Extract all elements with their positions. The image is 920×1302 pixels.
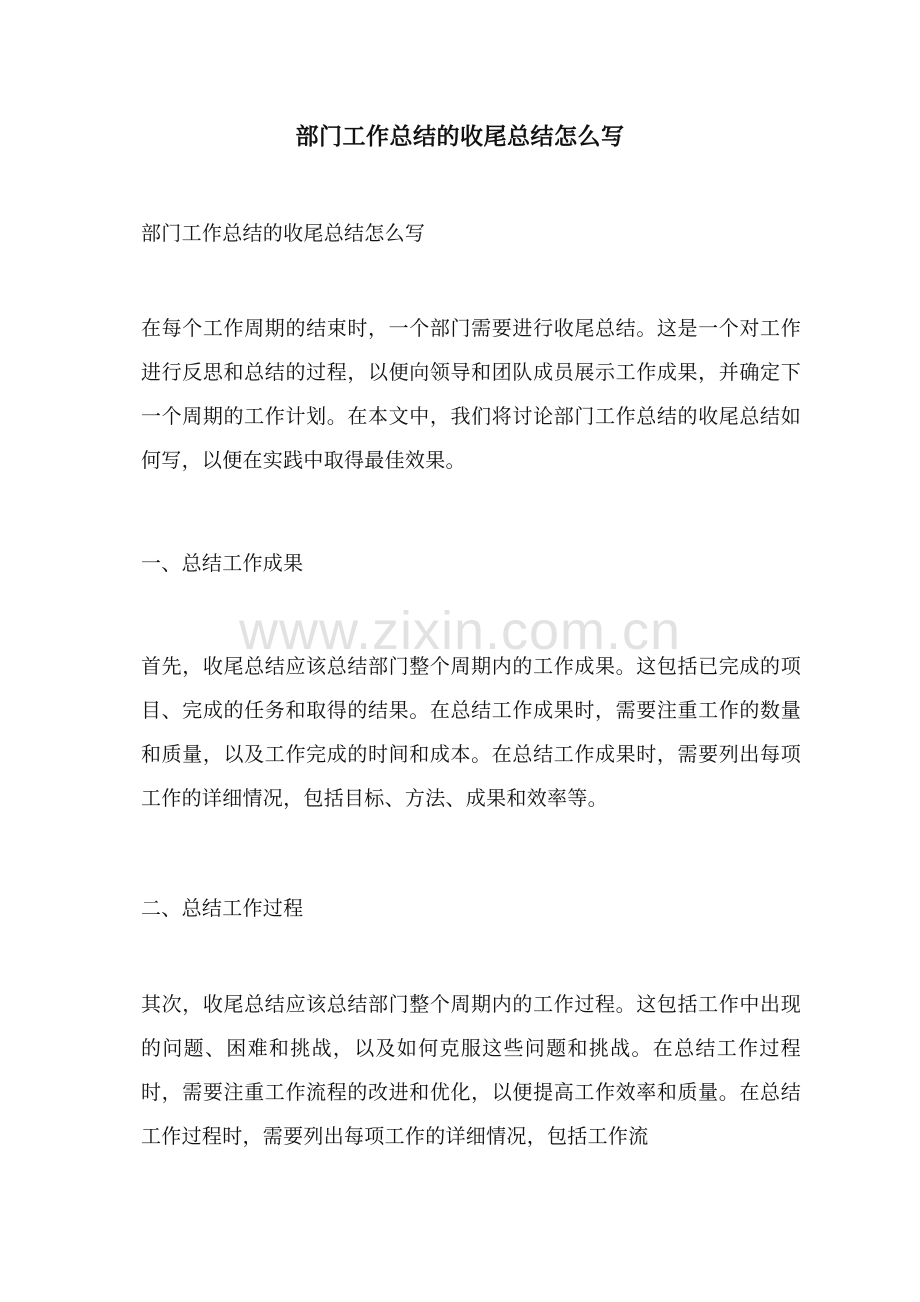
paragraph-results: 首先，收尾总结应该总结部门整个周期内的工作成果。这包括已完成的项目、完成的任务和取得的结果。在总结工作成果时，需要注重工作的数量和质量，以及工作完成的时间和成本。在总结工作成果时，需要列出每项工作的详细情况，包括目标、方法、成果和效率等。 xyxy=(141,654,801,810)
section-heading-results: 一、总结工作成果 xyxy=(141,551,304,575)
document-title: 部门工作总结的收尾总结怎么写 xyxy=(295,123,625,150)
document-subtitle: 部门工作总结的收尾总结怎么写 xyxy=(141,221,426,245)
paragraph-intro: 在每个工作周期的结束时，一个部门需要进行收尾总结。这是一个对工作进行反思和总结的过程，以便向领导和团队成员展示工作成果，并确定下一个周期的工作计划。在本文中，我们将讨论部门工作总结的收尾总结如何写，以便在实践中取得最佳效果。 xyxy=(141,316,801,472)
section-heading-process: 二、总结工作过程 xyxy=(141,896,304,920)
paragraph-process: 其次，收尾总结应该总结部门整个周期内的工作过程。这包括工作中出现的问题、困难和挑战，以及如何克服这些问题和挑战。在总结工作过程时，需要注重工作流程的改进和优化，以便提高工作效率和质量。在总结工作过程时，需要列出每项工作的详细情况，包括工作流 xyxy=(141,992,801,1148)
watermark: www.zixin.com.cn xyxy=(238,601,682,661)
